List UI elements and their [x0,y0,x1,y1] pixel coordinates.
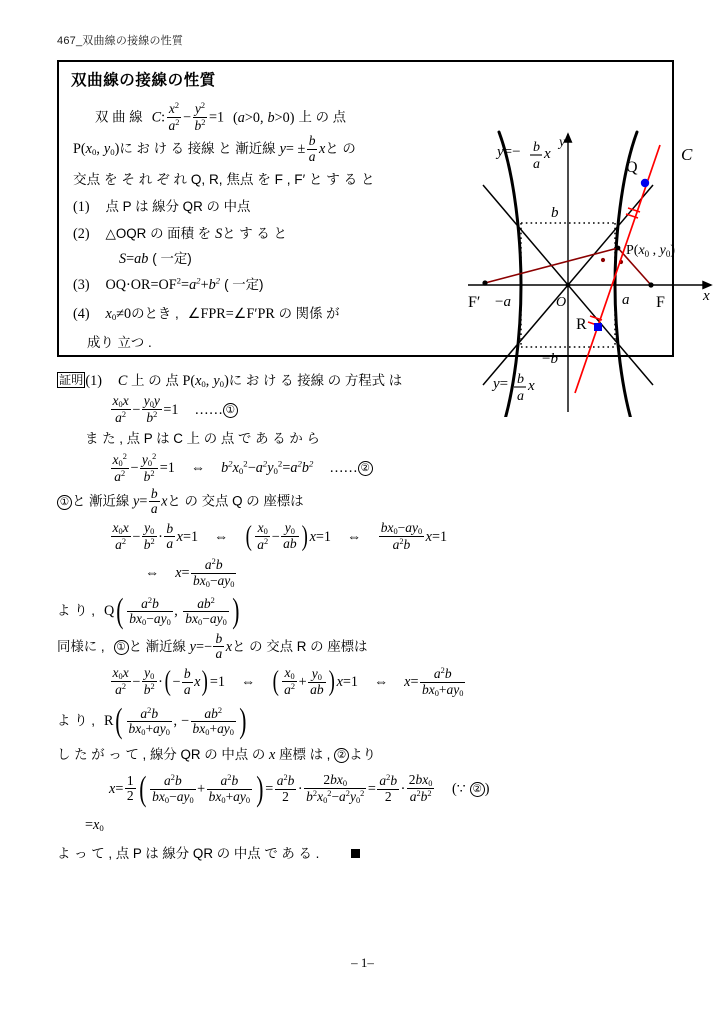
item1-text: 点 P は 線分 QR の 中点 [105,199,251,215]
frac-y0sq-b2: $\frac{y_0^2}{b^2}$ [141,451,157,484]
theorem-line1-cond: (a>0, b>0) [233,109,295,126]
point-P-marker [616,246,621,251]
ref-tag-2: ② [334,748,349,763]
focus-Fprime-dot [482,280,487,285]
frac-b-a-5: $\frac{b}{a}$ [183,666,191,697]
page-header: 467_双曲線の接線の性質 [57,35,184,47]
frac-a2b-2: $\frac{a^2b}{2}$ [276,773,295,804]
frac-y0-ab: $\frac{y_0}{ab}$ [283,520,297,552]
label-minus-a: −a [495,294,511,310]
frac-x0x-a2-b: $\frac{x_0x}{a^2}$ [112,519,129,552]
proof-section [57,370,697,867]
asymptote-pm: = ± [285,141,306,158]
asymptote-y: y [279,141,286,158]
frac-b-a-4: $\frac{b}{a}$ [215,630,223,662]
theorem-item-4: (4) $x_0\ne 0$のとき , ∠FPR=∠F′PR の 関係 が [73,306,340,323]
origin-marker [566,283,571,288]
proof-eq-2: $\frac{x_0^2}{a^2}$ − $\frac{y_0^2}{b^2}$ =1 ⇔ $b^2x_0^2-a^2y_0^2=a^2b^2$ …… ② [57,449,697,487]
frac-mid-1: $\frac{a^2b}{bx_0-ay_0}$ [152,773,194,805]
frac-x0-a2-b: $\frac{x_0}{a^2}$ [284,665,296,698]
label-minus-b: −b [542,351,558,367]
proof-line-9: 同様に , ① と 漸近線 y=− $\frac{b}{a}$ xと の 交点 R の 座標は [57,630,368,662]
proof-eq-1: $\frac{x_0x}{a^2}$ − $\frac{y_0y}{b^2}$ =1 …… ① [57,392,697,429]
theorem-line1-tail: 上 の 点 [298,109,347,125]
ref-tag-2b: ② [470,782,485,797]
angle-mark-left [601,258,605,262]
frac-x0sq-a2: $\frac{x_0^2}{a^2}$ [112,451,127,484]
label-point-P: $P(x_0$ , $y_0$) [626,243,676,259]
label-b: b [551,205,559,221]
theorem-item-2-formula: S=ab ( 一定) [119,250,192,267]
frac-y2-b2: $\frac{y^2}{b^2}$ [194,101,206,134]
frac-y0-b2-b: $\frac{y_0}{b^2}$ [143,665,155,698]
label-axis-x: x [703,288,710,304]
proof-eq-4: ⇔ x= $\frac{a^2b}{bx_0-ay_0}$ [145,557,235,589]
point-P-label: P [73,141,81,158]
label-focus-Fprime: F′ [468,294,481,311]
theorem-item-2: (2) △OQR の 面積 を Sと す る と [73,225,287,242]
theorem-item-3: (3) $OQ\cdot OR=OF^2=a^2+b^2$ ( 一定) [73,275,264,293]
frac-Q-y: $\frac{ab^2}{bx_0-ay_0}$ [185,595,227,628]
svg-text:y=−: y=− [497,144,521,160]
frac-x0-a2: $\frac{x_0}{a^2}$ [257,519,269,552]
proof-line-1: 証明 (1) C 上 の 点 $P(x_0$, $y_0$)に お け る 接線 の 方程式 は [59,373,403,389]
colon: : [161,109,166,126]
page-footer: – 1– [351,955,374,970]
theorem-line1-pre: 双 曲 線 [95,109,143,125]
equals-one: =1 [208,109,225,126]
frac-b-a-3: $\frac{b}{a}$ [166,520,174,552]
theorem-curve-symbol: C [151,109,162,126]
eq-tag-1: ① [223,403,238,418]
frac-R-x: $\frac{a^2b}{bx_0+ay_0}$ [128,705,170,738]
svg-text:b: b [533,140,540,155]
label-axis-y: y [559,135,566,150]
frac-a2b-over-bx0-ay0: $\frac{a^2b}{bx_0-ay_0}$ [193,557,235,589]
frac-x0x-a2: $\frac{x_0x}{a^2}$ [112,393,129,426]
frac-y0y-b2: $\frac{y_0y}{b^2}$ [143,393,160,426]
theorem-line2-tail: と の [325,141,356,157]
frac-b-a: $\frac{b}{a}$ [308,133,316,165]
proof-badge: 証明 [59,373,84,387]
asymptote-x: x [318,141,326,158]
item2-text: △OQR の 面積 を [105,225,212,241]
proof-line-15: よ っ て , 点 P は 線分 QR の 中点 で あ る . [57,841,697,867]
frac-y0-b2: $\frac{y_0}{b^2}$ [143,519,155,552]
label-asymptote-negative [495,140,551,172]
proof-line-3: ま た , 点 P は C 上 の 点 で あ る か ら [85,430,320,446]
theorem-statement [73,96,463,355]
frac-2bx0-a2b2: $\frac{2bx_0}{a^2b^2}$ [408,772,433,805]
frac-y0-ab-b: $\frac{y_0}{ab}$ [310,665,324,697]
proof-eq-7: $=x_0$ [85,816,104,833]
frac-x2-a2: $\frac{x^2}{a^2}$ [168,101,180,134]
frac-mid-2: $\frac{a^2b}{bx_0+ay_0}$ [208,773,251,805]
frac-R-y: $\frac{ab^2}{bx_0+ay_0}$ [192,705,234,738]
ref-tag-1: ① [57,495,72,510]
item4-number: (4) [73,306,90,323]
theorem-line2-mid: に お け る 接線 と 漸近線 [119,141,276,157]
ray-Fprime-P [485,248,618,283]
proof-line-12: し た が っ て , 線分 QR の 中点 の x 座標 は , ② より [57,746,376,763]
proof-line-11: よ り , R( $\frac{a^2b}{bx_0+ay_0}$ , − $\frac{ab^2}{bx_0+ay_0}$ ) [57,701,247,741]
y-axis-arrow [565,134,572,142]
proof-eq-6: x= $\frac{1}{2}$ ( $\frac{a^2b}{bx_0-ay_0}$ + $\frac{a^2b}{bx_0+ay_0}$ ) = $\frac{a^2b}{2}$ · $\frac{2bx_0}{b^2x_0^2-a^2y_0^2}$ = $\frac{a^2b}{2}$ · $\frac{2bx_0}{a^2b^2}$ (∵ ② ) [109,768,490,808]
frac-bx0-ay0: $\frac{bx_0-ay_0}{a^2b}$ [380,519,423,552]
proof-eq-3: $\frac{x_0x}{a^2}$ − $\frac{y_0}{b^2}$ · $\frac{b}{a}$ x=1 ⇔ ( $\frac{x_0}{a^2}$ − $\frac{y_0}{ab}$ ) x=1 ⇔ $\frac{bx_0-ay_0}{a^2b}$ x=1 [112,519,448,552]
eq-tag-2: ② [358,461,373,476]
label-origin-O: O [556,295,567,310]
frac-Q-x: $\frac{a^2b}{bx_0-ay_0}$ [129,595,171,628]
frac-x0x-a2-c: $\frac{x_0x}{a^2}$ [112,665,129,698]
theorem-item-4-cont: 成り 立つ . [87,334,152,350]
label-a: a [622,292,630,308]
focus-F-dot [648,282,653,287]
ref-tag-1b: ① [114,640,129,655]
svg-text:y=: y= [493,376,509,392]
proof-item-number: (1) [85,373,102,389]
frac-2bx0-denom: $\frac{2bx_0}{b^2x_0^2-a^2y_0^2}$ [306,771,365,805]
theorem-title: 双曲線の接線の性質 [71,72,216,89]
item2-number: (2) [73,225,90,242]
item3-number: (3) [73,276,90,293]
proof-line-5: ① と 漸近線 y= $\frac{b}{a}$ xと の 交点 Q の 座標は [57,487,697,517]
proof-line-8: よ り , Q( $\frac{a^2b}{bx_0-ay_0}$ , $\frac{ab^2}{bx_0-ay_0}$ ) [57,591,240,631]
minus-sign: − [182,109,191,126]
theorem-line-1 [95,102,463,134]
svg-text:b: b [517,372,524,387]
svg-text:x: x [528,378,535,394]
label-R: R [576,316,587,333]
point-Q-marker [641,179,649,187]
theorem-item-1 [73,194,463,220]
proof-eq-5: $\frac{x_0x}{a^2}$ − $\frac{y_0}{b^2}$ ·( − $\frac{b}{a}$ x) =1 ⇔ ( $\frac{x_0}{a^2}$ + $\frac{y_0}{ab}$ ) x=1 ⇔ x= $\frac{a^2b}{bx_0+ay_0}$ [112,665,464,698]
point-R-marker [594,323,602,331]
frac-b-a-2: $\frac{b}{a}$ [150,485,158,517]
qed-mark [351,849,360,858]
theorem-line-3: 交点 を そ れ ぞ れ Q, R, 焦点 を F , F′ と す る と [73,172,375,188]
label-Q: Q [626,159,638,176]
label-curve-C: C [681,145,693,164]
item1-number: (1) [73,199,90,216]
svg-text:a: a [533,157,540,172]
label-focus-F: F [656,294,665,311]
frac-a2b-over-bx0-plus-ay0: $\frac{a^2b}{bx_0+ay_0}$ [422,666,464,698]
svg-text:a: a [517,389,524,404]
theorem-line-2: $P(x_0$, $y_0$)に お け る 接線 と 漸近線 y= ± $\frac{b}{a}$ xと の [73,133,356,165]
svg-text:x: x [544,146,551,162]
frac-one-half: $\frac{1}{2}$ [126,772,134,804]
frac-a2b-2-b: $\frac{a^2b}{2}$ [379,773,398,804]
